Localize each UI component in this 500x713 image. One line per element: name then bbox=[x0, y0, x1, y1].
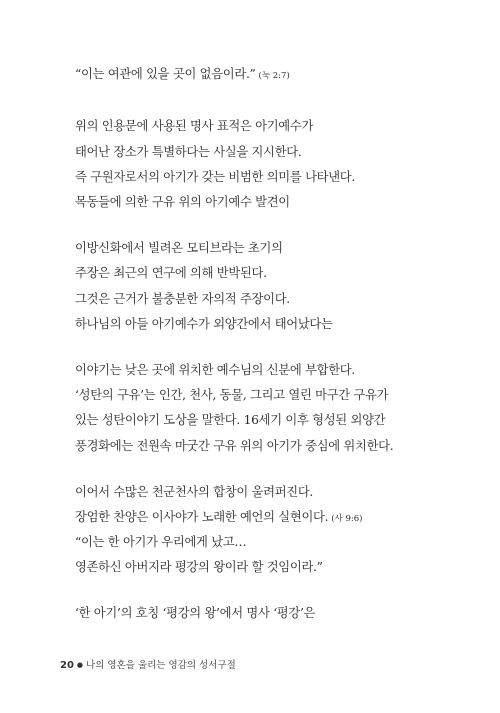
text-line: 목동들에 의한 구유 위의 아기예수 발견이 bbox=[75, 195, 290, 209]
text-line: 이야기는 낮은 곳에 위치한 예수님의 신분에 부합한다. bbox=[75, 363, 355, 377]
text-line: 태어난 장소가 특별하다는 사실을 지시한다. bbox=[75, 145, 302, 159]
text-line: 영존하신 아버지라 평강의 왕이라 할 것임이라.” bbox=[75, 560, 323, 574]
text-line: ‘성탄의 구유’는 인간, 천사, 동물, 그리고 열린 마구간 구유가 bbox=[75, 388, 389, 402]
line-text: “이는 여관에 있을 곳이 없음이라.” bbox=[75, 67, 256, 81]
text-line: 이방신화에서 빌려온 모티브라는 초기의 bbox=[75, 241, 283, 255]
text-line: 즉 구원자로서의 아기가 갖는 비범한 의미를 나타낸다. bbox=[75, 170, 355, 184]
book-title: 나의 영혼을 울리는 영감의 성서구절 bbox=[86, 660, 236, 671]
text-line: 있는 성탄이야기 도상을 말한다. 16세기 이후 형성된 외양간 bbox=[75, 413, 386, 427]
text-line: 풍경화에는 전원속 마굿간 구유 위의 아기가 중심에 위치한다. bbox=[75, 439, 394, 453]
text-line: 그것은 근거가 불충분한 자의적 주장이다. bbox=[75, 292, 290, 306]
text-line: 주장은 최근의 연구에 의해 반박된다. bbox=[75, 266, 267, 280]
page-footer bbox=[60, 659, 236, 672]
scripture-reference: (눅 2:7) bbox=[258, 71, 290, 81]
text-line bbox=[75, 66, 290, 84]
scripture-reference: (사 9:6) bbox=[331, 514, 363, 524]
text-line: 이어서 수많은 천군천사의 합창이 울려퍼진다. bbox=[75, 485, 314, 499]
text-line bbox=[75, 509, 362, 527]
text-line: “이는 한 아기가 우리에게 났고… bbox=[75, 535, 247, 549]
text-line: 하나님의 아들 아기예수가 외양간에서 태어났다는 bbox=[75, 317, 333, 331]
text-line: 위의 인용문에 사용된 명사 표적은 아기예수가 bbox=[75, 119, 314, 133]
line-text: 장엄한 찬양은 이사야가 노래한 예언의 실현이다. bbox=[75, 510, 329, 524]
page-number: 20 bbox=[60, 660, 74, 671]
text-line: ‘한 아기’의 호칭 ‘평강의 왕’에서 명사 ‘평강’은 bbox=[75, 606, 316, 620]
bullet-separator-icon: ● bbox=[76, 661, 84, 669]
